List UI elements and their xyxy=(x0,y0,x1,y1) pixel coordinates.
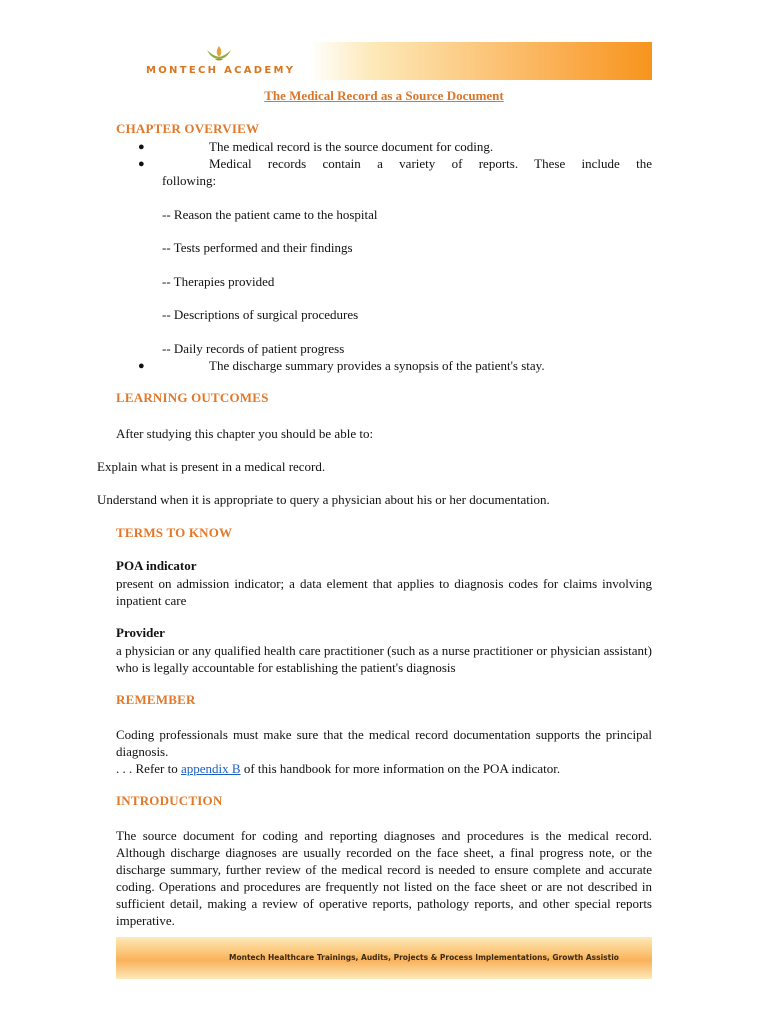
overview-bullet-1: The medical record is the source document for coding. xyxy=(209,139,494,154)
footer-text: Montech Healthcare Trainings, Audits, Projects & Process Implementations, Growth Assistio xyxy=(229,953,619,962)
overview-item: -- Daily records of patient progress xyxy=(162,341,345,356)
overview-bullet-2-line2: following: xyxy=(162,173,217,188)
bullet-dot: ● xyxy=(138,360,145,372)
remember-heading: REMEMBER xyxy=(116,692,196,707)
chapter-overview-heading: CHAPTER OVERVIEW xyxy=(116,121,260,136)
bullet-dot: ● xyxy=(138,141,145,153)
logo-text: MONTECH ACADEMY xyxy=(146,65,296,76)
remember-refer-line xyxy=(116,760,652,777)
learning-outcomes-intro: After studying this chapter you should be able to: xyxy=(116,426,374,441)
introduction-heading: INTRODUCTION xyxy=(116,793,223,808)
term-definition: a physician or any qualified health care practitioner (such as a nurse practitioner or physician assistant) who is legally accountable for establishing the patient's diagnosis xyxy=(116,643,652,675)
lotus-leaf-icon xyxy=(204,44,234,64)
logo xyxy=(146,44,296,80)
term-definition: present on admission indicator; a data element that applies to diagnosis codes for claims involving inpatient care xyxy=(116,576,652,608)
learning-outcome-item: Explain what is present in a medical record. xyxy=(97,459,326,474)
appendix-b-link[interactable]: appendix B xyxy=(180,761,241,776)
page-title: The Medical Record as a Source Document xyxy=(264,88,504,103)
overview-item: -- Descriptions of surgical procedures xyxy=(162,307,359,322)
overview-item: -- Tests performed and their findings xyxy=(162,240,353,255)
introduction-text: The source document for coding and reporting diagnoses and procedures is the medical record. Although discharge diagnoses are usually recorded on the face sheet, a final progress note, or the discharge summary, further review of the medical record is needed to ensure complete and accurate coding. Operations and procedures are frequently not listed on the face sheet or are not described in sufficient detail, making a review of operative reports, pathology reports, and other special reports imperative. xyxy=(116,828,652,928)
remember-text: Coding professionals must make sure that the medical record documentation supports the principal diagnosis. xyxy=(116,727,652,759)
bullet-dot: ● xyxy=(138,158,145,170)
terms-heading: TERMS TO KNOW xyxy=(116,525,233,540)
overview-item: -- Reason the patient came to the hospital xyxy=(162,207,378,222)
overview-bullet-3: The discharge summary provides a synopsis of the patient's stay. xyxy=(209,358,545,373)
refer-prefix: . . . Refer to xyxy=(116,761,181,776)
term-name: Provider xyxy=(116,625,165,640)
learning-outcomes-heading: LEARNING OUTCOMES xyxy=(116,390,269,405)
overview-bullet-2-line1: Medical records contain a variety of reports. These include the xyxy=(209,156,652,171)
refer-suffix: of this handbook for more information on the POA indicator. xyxy=(240,761,561,776)
term-name: POA indicator xyxy=(116,558,197,573)
overview-item: -- Therapies provided xyxy=(162,274,275,289)
learning-outcome-item: Understand when it is appropriate to query a physician about his or her documentation. xyxy=(97,492,550,507)
